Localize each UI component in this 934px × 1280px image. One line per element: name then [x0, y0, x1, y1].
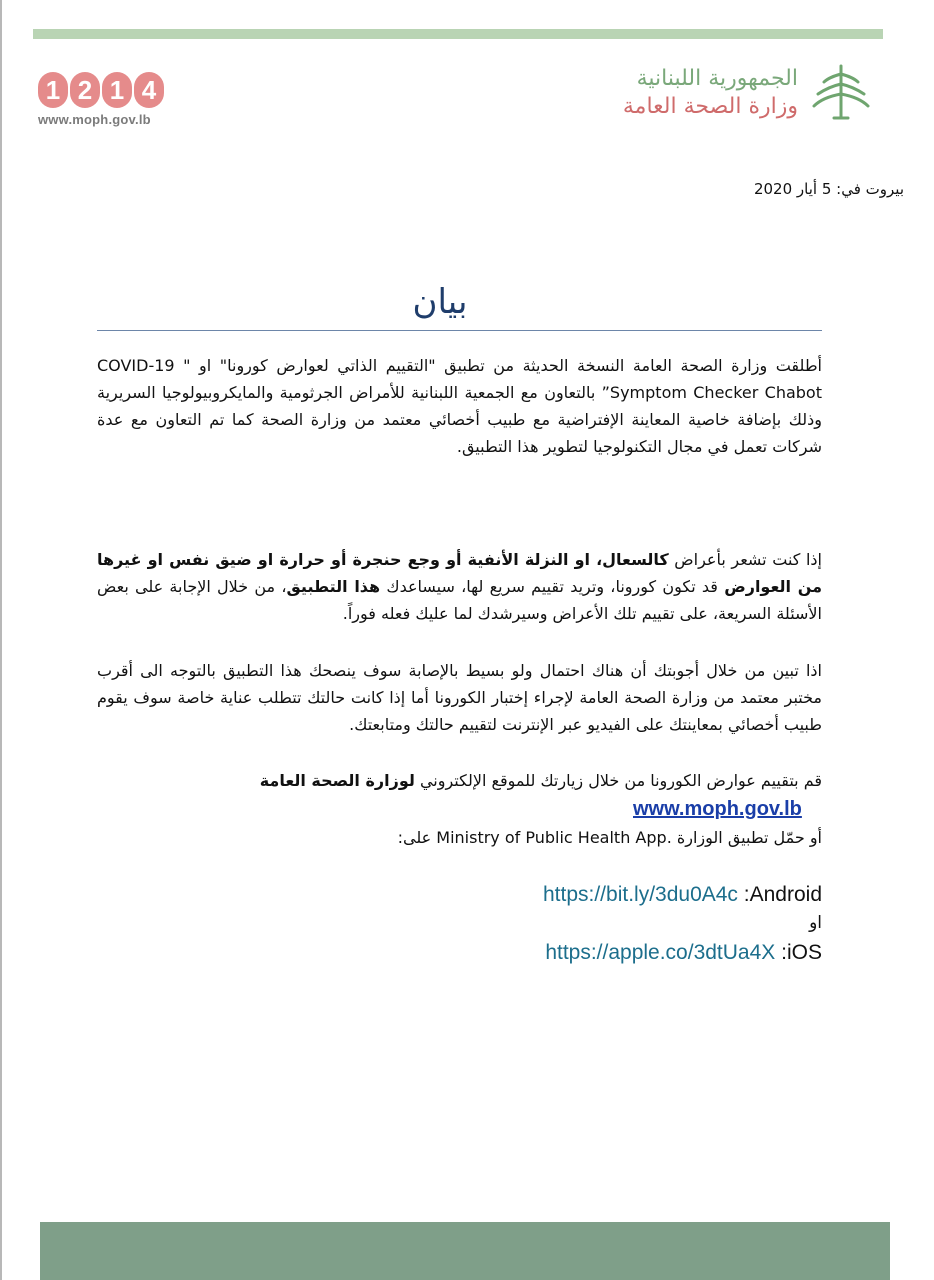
ios-link-row — [543, 938, 822, 967]
paragraph-symptoms — [97, 546, 822, 627]
paragraph-text: إذا كنت تشعر بأعراض — [668, 550, 822, 569]
cedar-tree-icon — [808, 60, 874, 126]
top-green-bar — [33, 29, 883, 39]
ios-url-link[interactable]: https://apple.co/3dtUa4X — [545, 941, 776, 964]
ministry-header — [623, 60, 874, 126]
paragraph-bold-text: كالسعال، او النزلة الأنفية أو وجع حنجرة أو حرارة او ضيق نفس او غيرها من العوارض — [97, 550, 823, 596]
hotline-digit: 4 — [134, 72, 164, 108]
app-download-line: أو حمّل تطبيق الوزارة .Ministry of Public Health App على: — [397, 828, 822, 847]
bottom-green-band — [40, 1222, 890, 1280]
android-url-link[interactable]: https://bit.ly/3du0A4c — [542, 883, 738, 906]
paragraph-text: ، من خلال الإجابة على بعض الأسئلة السريعة، على تقييم تلك الأعراض وسيرشدك لما عليك فعله فوراً. — [97, 577, 822, 623]
ministry-titles — [623, 65, 798, 121]
android-link-row — [543, 880, 822, 909]
paragraph-text: قد تكون كورونا، وتريد تقييم سريع لها، سيساعدك — [380, 577, 725, 596]
app-links — [543, 880, 822, 967]
android-label: :Android — [743, 883, 822, 906]
page-edge — [0, 0, 2, 1280]
paragraph-website — [97, 766, 822, 852]
hotline-website: www.moph.gov.lb — [38, 112, 151, 127]
hotline-logo — [38, 72, 178, 127]
page-title: بيان — [412, 282, 468, 322]
hotline-digit: 2 — [70, 72, 100, 108]
ios-label: :iOS — [781, 941, 822, 964]
or-text: او — [809, 913, 822, 933]
paragraph-bold-text: هذا التطبيق — [286, 577, 381, 596]
paragraph-launch: أطلقت وزارة الصحة العامة النسخة الحديثة من تطبيق "التقييم الذاتي لعوارض كورونا" او " COVID-19 Symptom Checker Chabot” بالتعاون مع الجمعية اللبنانية للأمراض الجرثومية والمايكروبيولوجيا السريرية وذلك بإضافة خاصية المعاينة الإفتراضية مع طبيب أخصائي معتمد من وزارة الصحة كما تم التعاون مع عدة شركات تعمل في مجال التكنولوجيا لتطوير هذا التطبيق. — [97, 356, 822, 456]
ministry-website-link[interactable]: www.moph.gov.lb — [633, 798, 802, 820]
hotline-digit: 1 — [38, 72, 68, 108]
hotline-digit: 1 — [102, 72, 132, 108]
republic-name: الجمهورية اللبنانية — [636, 66, 798, 91]
date-line: بيروت في: 5 أيار 2020 — [753, 180, 904, 198]
ministry-name: وزارة الصحة العامة — [622, 94, 798, 119]
paragraph-results: اذا تبين من خلال أجوبتك أن هناك احتمال ولو بسيط بالإصابة سوف ينصحك هذا التطبيق بالتوجه الى أقرب مختبر معتمد من وزارة الصحة العامة لإجراء إختبار الكورونا أما إذا كانت حالتك تتطلب عناية خاصة سوف يقوم طبيب أخصائي بمعاينتك على الفيديو عبر الإنترنت لتقييم حالتك ومتابعتك. — [97, 661, 822, 734]
paragraph-bold-text: لوزارة الصحة العامة — [259, 771, 415, 790]
title-divider — [97, 330, 822, 331]
paragraph-text: قم بتقييم عوارض الكورونا من خلال زيارتك للموقع الإلكتروني — [414, 771, 822, 790]
hotline-digits — [38, 72, 178, 108]
